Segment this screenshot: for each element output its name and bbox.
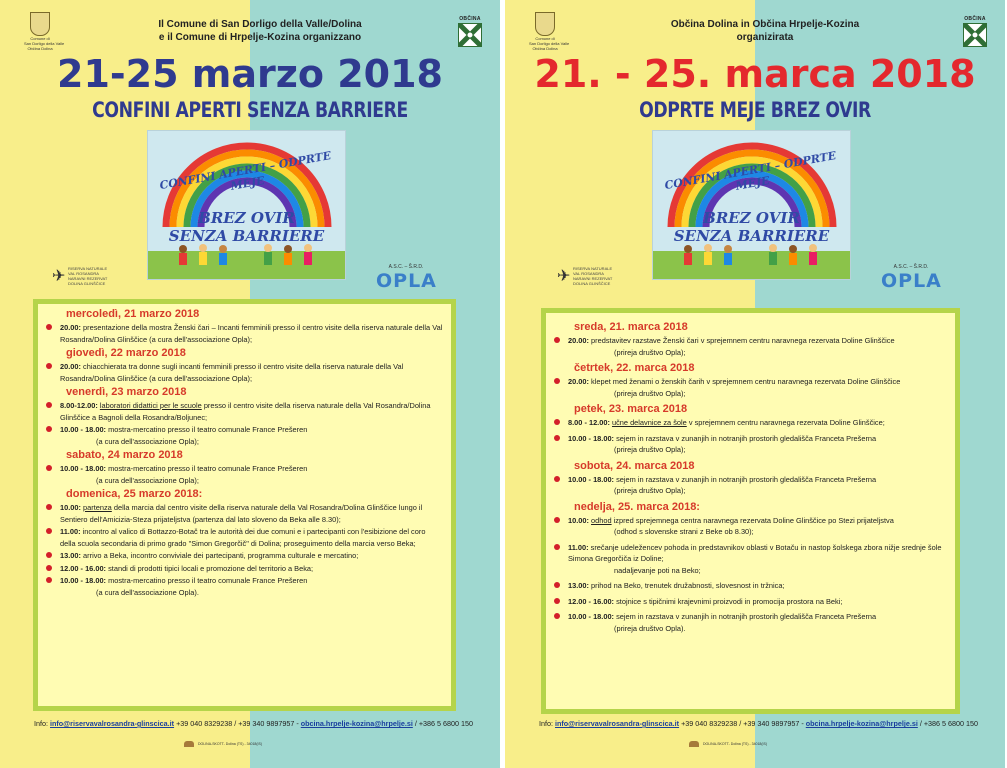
crest-caption: Občina Dolina	[27, 46, 53, 51]
entry-highlight: učne delavnice za šole	[611, 418, 687, 427]
day-heading: venerdì, 23 marzo 2018	[66, 386, 187, 398]
bullet-icon	[46, 426, 52, 432]
bullet-icon	[46, 324, 52, 330]
dolina-crest-logo	[529, 12, 570, 51]
program-entry	[60, 463, 443, 486]
poster-italian	[0, 0, 500, 768]
program-entry	[568, 611, 945, 634]
phone-numbers: / +386 5 6800 150	[414, 719, 473, 728]
bullet-icon	[554, 337, 560, 343]
entry-time: 10.00 - 18.00:	[60, 576, 107, 585]
organizers-line: Občina Dolina in Občina Hrpelje-Kozina	[670, 19, 860, 30]
entry-text: sejem in razstava v zunanjih in notranjih prostorih gledališča Franceta Prešerna	[616, 433, 877, 443]
entry-time: 10.00 - 18.00:	[60, 425, 107, 434]
phone-numbers: +39 040 8329238 / +39 340 9897957 -	[176, 719, 299, 728]
entry-time: 11.00:	[568, 542, 589, 552]
opla-logo	[376, 264, 436, 298]
entry-text: mostra-mercatino presso il teatro comunale France Prešeren	[108, 425, 308, 434]
crest-shield-icon	[30, 12, 50, 36]
entry-note: (prireja društvo Opla);	[614, 347, 686, 357]
entry-note: (prireja društvo Opla).	[614, 623, 686, 633]
entry-text: incontro al valico di Bottazzo-Botač tra le autorità dei due comuni e i partecipanti con l'esibizione del coro della scuola secondaria di primo grado "Simon Gregorčič" di Dolina; proseguimento della marcia verso Beka;	[60, 527, 426, 548]
entry-text: standi di prodotti tipici locali e promozione del territorio a Beka;	[108, 563, 314, 573]
hrpelje-kozina-emblem	[960, 16, 990, 47]
program-entry	[60, 563, 443, 575]
entry-text: mostra-mercatino presso il teatro comunale France Prešeren	[108, 576, 308, 585]
bullet-icon	[554, 419, 560, 425]
entry-text: mostra-mercatino presso il teatro comunale France Prešeren	[108, 464, 308, 473]
bullet-icon	[46, 552, 52, 558]
entry-note: (prireja društvo Opla);	[614, 486, 686, 495]
artwork-caption-line: SENZA BARRIERE	[673, 227, 830, 245]
phone-numbers: / +386 5 6800 150	[919, 719, 978, 728]
opla-logo	[881, 264, 941, 298]
entry-note: (a cura dell'associazione Opla);	[96, 436, 199, 446]
program-entry	[60, 575, 443, 598]
artwork-caption-top: CONFINI APERTI – ODPRTE MEJE	[158, 149, 333, 193]
entry-text: srečanje udeležencev pohoda in predstavnikov oblasti v Botaču in nastop šolskega zbora nižje srednje šole Simona Gregorčiča iz Doline;	[568, 542, 942, 563]
entry-highlight: partenza	[83, 503, 112, 512]
entry-time: 10.00 - 18.00:	[568, 433, 615, 443]
printer-credit-text: DOLINA-SKOTT- Dolina (TS) - 34018(IS)	[703, 741, 767, 746]
crest-caption: San Dorligo della Valle	[529, 41, 570, 46]
program-entry	[568, 376, 945, 399]
entry-text: prihod na Beko, trenutek družabnosti, slovesnost in tržnica;	[591, 581, 785, 590]
bullet-icon	[554, 435, 560, 441]
crest-caption: Comune di	[30, 36, 50, 41]
bullet-icon	[554, 598, 560, 604]
event-subtitle: CONFINI APERTI SENZA BARRIERE	[92, 98, 408, 122]
entry-text: della marcia dal centro visite della riserva naturale della Val Rosandra/Dolina Glinščice lungo il Sentiero dell'Amicizia-Steza prijateljstva (partenza dal lato sloveno da Beka alle 8.30);	[60, 503, 423, 524]
bullet-icon	[554, 517, 560, 523]
reserve-logo-line: NARAVNI REZERVAT	[68, 276, 108, 281]
bird-icon: ✈	[557, 268, 571, 285]
info-footer	[539, 719, 999, 728]
artwork-caption-top: CONFINI APERTI – ODPRTE MEJE	[663, 149, 838, 193]
rainbow-artwork	[147, 130, 346, 280]
nature-reserve-logo	[557, 262, 613, 288]
reserve-logo-text	[573, 266, 613, 286]
reserve-logo-line: RISERVA NATURALE	[68, 266, 108, 271]
info-label: Info:	[34, 719, 48, 728]
entry-highlight: odhod	[591, 515, 612, 525]
entry-time: 12.00 - 16.00:	[568, 596, 615, 606]
organizers-line: organizirata	[736, 32, 794, 43]
entry-time: 13.00:	[568, 581, 589, 590]
entry-note: (a cura dell'associazione Opla).	[96, 587, 199, 597]
entry-time: 8.00 - 12.00:	[568, 418, 610, 427]
program-entry	[568, 417, 945, 429]
artwork-caption-line: SENZA BARRIERE	[168, 227, 325, 245]
bullet-icon	[554, 613, 560, 619]
crest-caption: Comune di	[535, 36, 555, 41]
printer-credit-text: DOLINA-SKOTT- Dolina (TS) - 34018(IS)	[198, 741, 262, 746]
program-box	[541, 308, 960, 714]
day-heading: sobota, 24. marca 2018	[574, 459, 695, 472]
info-footer	[34, 719, 494, 728]
bullet-icon	[554, 582, 560, 588]
bullet-icon	[46, 465, 52, 471]
organizers-text	[615, 18, 915, 44]
entry-text: presso il centro visite della riserva naturale della Val Rosandra/Dolina Glinščice a Bagnoli della Rosandra/Boljunec;	[60, 401, 431, 422]
program-entry	[60, 550, 443, 562]
program-box	[33, 299, 456, 711]
entry-time: 10.00 - 18.00:	[568, 474, 615, 484]
bullet-icon	[46, 504, 52, 510]
printer-logo-icon	[689, 741, 699, 747]
reserve-logo-line: NARAVNI REZERVAT	[573, 276, 613, 281]
reserve-logo-line: VAL ROSANDRA	[68, 271, 99, 276]
entry-text: sejem in razstava v zunanjih in notranjih prostorih gledališča Franceta Prešerna	[616, 612, 877, 621]
entry-note: nadaljevanje poti na Beko;	[614, 565, 701, 575]
entry-note: (a cura dell'associazione Opla);	[96, 475, 199, 485]
info-label: Info:	[539, 719, 553, 728]
program-entry	[60, 526, 443, 549]
program-entry	[568, 596, 945, 608]
program-entry	[60, 424, 443, 447]
bullet-icon	[554, 476, 560, 482]
entry-text: v sprejemnem centru naravnega rezervata Doline Glinščice;	[686, 418, 885, 427]
entry-highlight: laboratori didattici per le scuole	[99, 401, 202, 410]
program-entry	[60, 502, 443, 525]
bullet-icon	[46, 528, 52, 534]
email-link[interactable]: obcina.hrpelje-kozina@hrpelje.si	[805, 719, 918, 728]
entry-time: 8.00-12.00:	[60, 401, 98, 410]
program-entry	[568, 515, 945, 538]
entry-note: (prireja društvo Opla);	[614, 445, 686, 454]
bullet-icon	[46, 363, 52, 369]
day-heading: nedelja, 25. marca 2018:	[574, 500, 700, 513]
bullet-icon	[554, 378, 560, 384]
crest-caption: San Dorligo della Valle	[24, 41, 65, 46]
event-subtitle: ODPRTE MEJE BREZ OVIR	[639, 98, 871, 122]
entry-time: 10.00 - 18.00:	[60, 464, 107, 473]
reserve-logo-text	[68, 266, 108, 286]
bullet-icon	[46, 577, 52, 583]
entry-time: 10.00:	[568, 515, 589, 525]
obcina-label: OBČINA	[964, 16, 986, 22]
printer-credit	[184, 741, 262, 747]
bullet-icon	[46, 565, 52, 571]
day-heading: mercoledì, 21 marzo 2018	[66, 308, 200, 320]
printer-logo-icon	[184, 741, 194, 747]
opla-logo-word: OPLA	[376, 270, 437, 292]
reserve-logo-line: RISERVA NATURALE	[573, 266, 613, 271]
day-heading: četrtek, 22. marca 2018	[574, 362, 695, 374]
entry-text: presentazione della mostra Ženski čari – Incanti femminili presso il centro visite della riserva naturale della Val Rosandra/Dolina Glinščice (a cura dell'associazione Opla);	[60, 323, 443, 344]
poster-slovenian	[505, 0, 1005, 768]
program-entry	[60, 361, 443, 384]
nature-reserve-logo	[52, 262, 108, 288]
artwork-caption-line: BREZ OVIR	[703, 209, 800, 227]
dolina-crest-logo	[24, 12, 65, 51]
organizers-line: e il Comune di Hrpelje-Kozina organizzano	[158, 32, 362, 43]
opla-logo-caption: A.S.C. – Š.R.D.	[388, 264, 424, 270]
email-link[interactable]: obcina.hrpelje-kozina@hrpelje.si	[300, 719, 413, 728]
bullet-icon	[554, 544, 560, 550]
entry-time: 13.00:	[60, 551, 81, 560]
program-entry	[60, 400, 443, 423]
emblem-icon	[963, 23, 987, 47]
entry-time: 12.00 - 16.00:	[60, 563, 107, 573]
entry-time: 10.00:	[60, 503, 81, 512]
entry-time: 20.00:	[568, 336, 589, 345]
email-link[interactable]: info@riservavalrosandra-glinscica.it	[50, 719, 175, 728]
day-heading: giovedì, 22 marzo 2018	[66, 347, 186, 359]
organizers-text	[110, 18, 410, 44]
program-entry	[568, 542, 945, 577]
opla-logo-word: OPLA	[881, 270, 942, 292]
hrpelje-kozina-emblem	[455, 16, 485, 47]
entry-time: 20.00:	[60, 323, 81, 332]
reserve-logo-line: DOLINA GLINŠČICE	[68, 281, 106, 286]
event-dates: 21. - 25. marca 2018	[534, 52, 976, 96]
day-heading: domenica, 25 marzo 2018:	[66, 488, 203, 500]
program-entry	[568, 474, 945, 497]
entry-time: 20.00:	[60, 362, 81, 371]
obcina-label: OBČINA	[459, 16, 481, 22]
entry-text: predstavitev razstave Ženski čari v sprejemnem centru naravnega rezervata Doline Glinščice	[591, 336, 895, 345]
program-entry	[568, 335, 945, 358]
artwork-caption-line: BREZ OVIR	[198, 209, 295, 227]
entry-text: chiacchierata tra donne sugli incanti femminili presso il centro visite della riserva naturale della Val Rosandra/Dolina Glinščice (a cura dell'associazione Opla);	[60, 362, 404, 383]
entry-text: klepet med ženami o ženskih čarih v sprejemnem centru naravnega rezervata Doline Glinščice	[591, 377, 901, 386]
day-heading: petek, 23. marca 2018	[574, 403, 688, 415]
crest-shield-icon	[535, 12, 555, 36]
day-heading: sabato, 24 marzo 2018	[66, 449, 183, 461]
email-link[interactable]: info@riservavalrosandra-glinscica.it	[555, 719, 680, 728]
emblem-icon	[458, 23, 482, 47]
entry-time: 10.00 - 18.00:	[568, 612, 615, 621]
printer-credit	[689, 741, 767, 747]
entry-text: sejem in razstava v zunanjih in notranjih prostorih gledališča Franceta Prešerna	[616, 474, 877, 484]
organizers-line: Il Comune di San Dorligo della Valle/Dolina	[158, 19, 362, 30]
entry-time: 20.00:	[568, 377, 589, 386]
entry-text: stojnice s tipičnimi krajevnimi proizvodi in promocija prostora na Beki;	[616, 596, 843, 606]
entry-text: arrivo a Beka, incontro conviviale dei partecipanti, programma culturale e mercatino;	[83, 551, 359, 560]
day-heading: sreda, 21. marca 2018	[574, 321, 688, 333]
entry-note: (prireja društvo Opla);	[614, 388, 686, 398]
rainbow-artwork	[652, 130, 851, 280]
bird-icon: ✈	[52, 268, 66, 285]
program-entry	[568, 433, 945, 456]
entry-text: izpred sprejemnega centra naravnega rezervata Doline Glinščice po Stezi prijateljstva	[611, 515, 894, 525]
reserve-logo-line: VAL ROSANDRA	[573, 271, 604, 276]
crest-caption: Občina Dolina	[532, 46, 558, 51]
bullet-icon	[46, 402, 52, 408]
phone-numbers: +39 040 8329238 / +39 340 9897957 -	[681, 719, 804, 728]
entry-note: (odhod s slovenske strani z Beke ob 8.30);	[614, 527, 754, 536]
reserve-logo-line: DOLINA GLINŠČICE	[573, 281, 611, 286]
event-dates: 21-25 marzo 2018	[57, 52, 443, 96]
entry-time: 11.00:	[60, 527, 81, 536]
program-entry	[60, 322, 443, 345]
program-entry	[568, 580, 945, 592]
opla-logo-caption: A.S.C. – Š.R.D.	[893, 264, 929, 270]
